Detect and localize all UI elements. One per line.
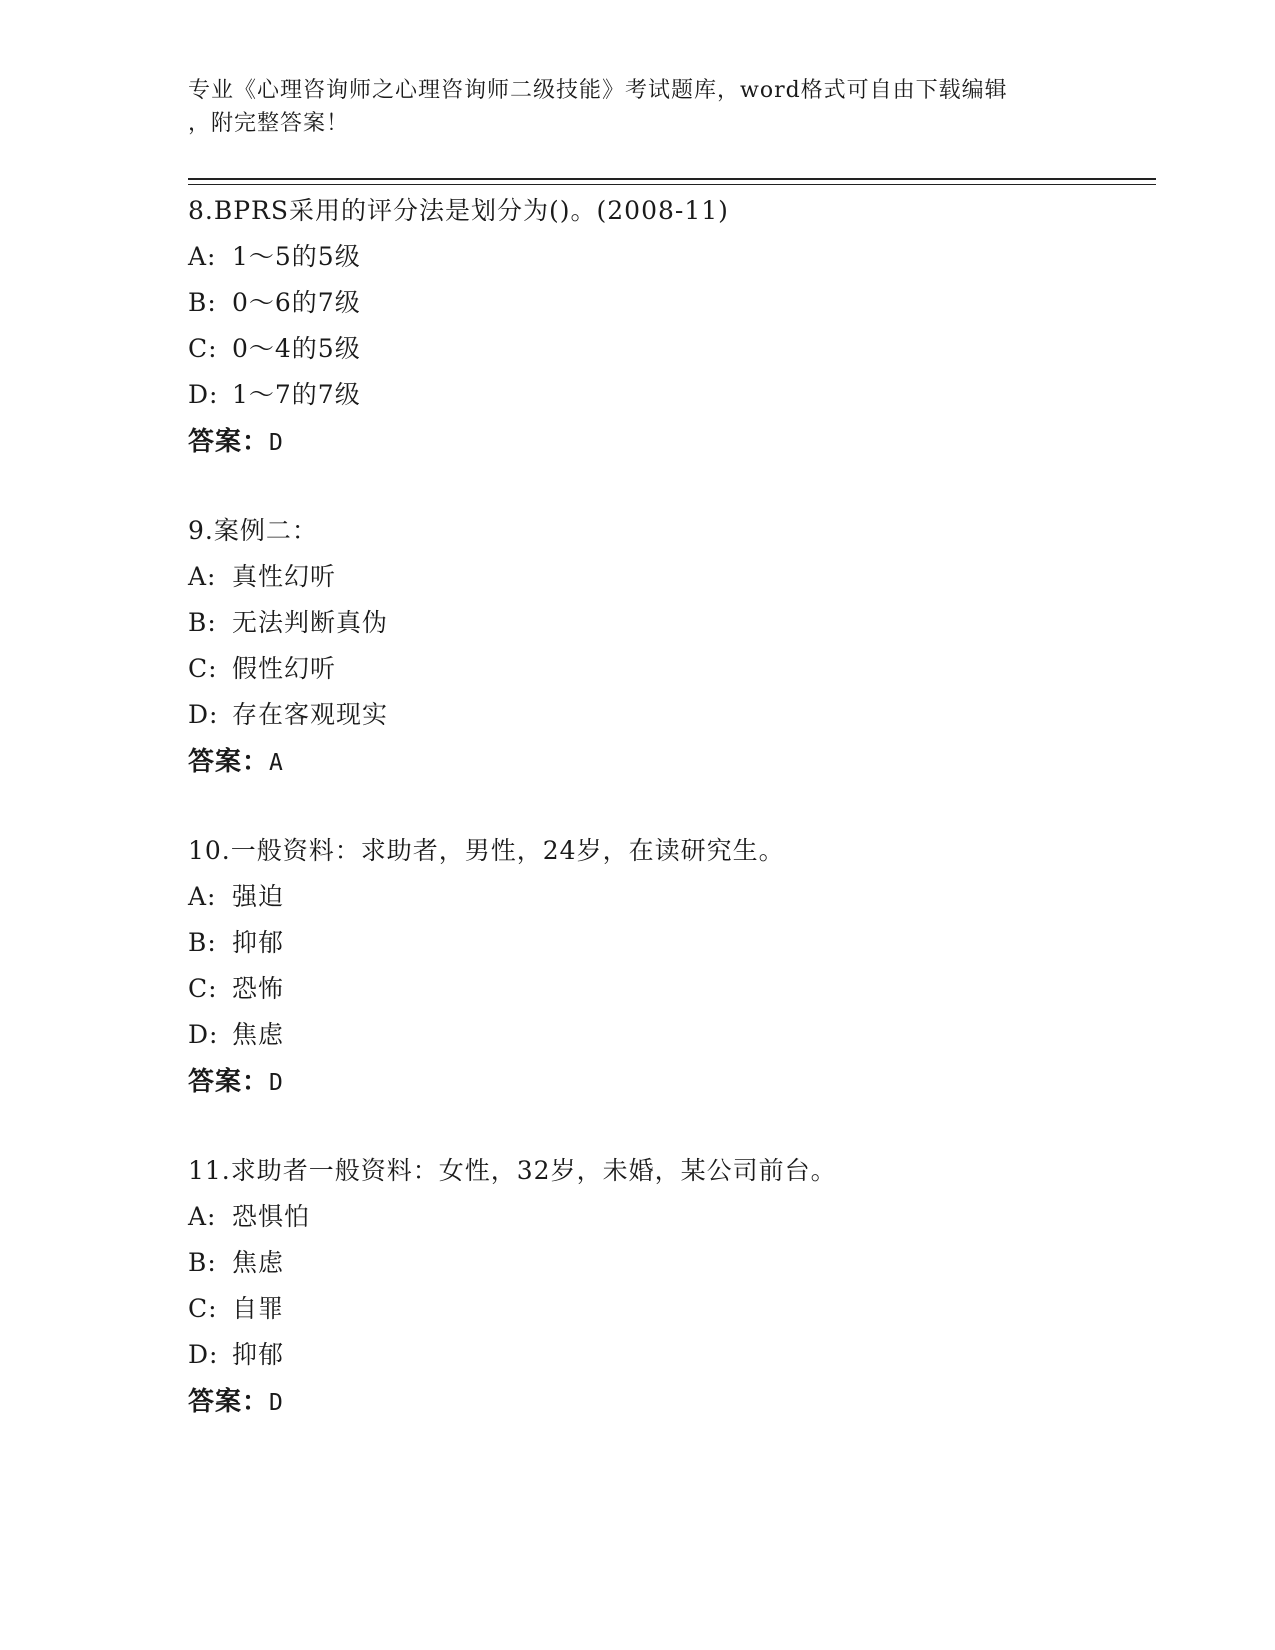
option-text: 存在客观现实 <box>232 700 389 729</box>
option-a <box>188 234 1156 280</box>
question-10 <box>188 828 1156 1148</box>
option-text: 自罪 <box>232 1294 285 1323</box>
answer-label: 答案： <box>188 746 270 776</box>
document-header <box>188 74 1068 140</box>
option-d <box>188 372 1156 418</box>
option-text: 假性幻听 <box>232 654 337 683</box>
question-8 <box>188 188 1156 508</box>
question-stem: 10.一般资料：求助者，男性，24岁，在读研究生。 <box>188 836 785 865</box>
question-stem: 9.案例二： <box>188 516 318 545</box>
answer-line <box>188 1058 1156 1104</box>
option-c <box>188 1286 1156 1332</box>
question-stem: 11.求助者一般资料：女性，32岁，未婚，某公司前台。 <box>188 1156 837 1185</box>
option-text: 抑郁 <box>232 1340 285 1369</box>
option-letter: C: <box>188 1294 218 1323</box>
option-letter: B: <box>188 1248 217 1277</box>
option-letter: A: <box>188 242 217 271</box>
option-a <box>188 1194 1156 1240</box>
answer-value: D <box>269 430 284 456</box>
option-text: 恐怖 <box>232 974 285 1003</box>
option-text: 无法判断真伪 <box>232 608 389 637</box>
option-letter: C: <box>188 654 218 683</box>
option-letter: C: <box>188 974 218 1003</box>
option-c <box>188 326 1156 372</box>
option-text: 0～4的5级 <box>232 334 361 363</box>
option-text: 恐惧怕 <box>232 1202 311 1231</box>
option-d <box>188 692 1156 738</box>
option-text: 焦虑 <box>232 1248 285 1277</box>
option-letter: A: <box>188 882 217 911</box>
option-letter: A: <box>188 1202 217 1231</box>
answer-label: 答案： <box>188 426 270 456</box>
option-text: 0～6的7级 <box>232 288 361 317</box>
answer-value: A <box>269 750 284 776</box>
option-c <box>188 966 1156 1012</box>
option-letter: D: <box>188 1020 219 1049</box>
option-b <box>188 280 1156 326</box>
option-letter: A: <box>188 562 217 591</box>
option-letter: D: <box>188 700 219 729</box>
header-divider-thin <box>188 184 1156 185</box>
option-text: 真性幻听 <box>232 562 337 591</box>
option-letter: B: <box>188 928 217 957</box>
option-text: 1～5的5级 <box>232 242 361 271</box>
option-text: 焦虑 <box>232 1020 285 1049</box>
answer-label: 答案： <box>188 1066 270 1096</box>
answer-label: 答案： <box>188 1386 270 1416</box>
question-list <box>188 188 1156 1468</box>
answer-line <box>188 418 1156 464</box>
answer-value: D <box>269 1070 284 1096</box>
header-divider-thick <box>188 178 1156 180</box>
option-b <box>188 600 1156 646</box>
answer-line <box>188 738 1156 784</box>
option-d <box>188 1332 1156 1378</box>
question-9 <box>188 508 1156 828</box>
option-letter: D: <box>188 380 219 409</box>
option-letter: D: <box>188 1340 219 1369</box>
option-text: 抑郁 <box>232 928 285 957</box>
option-b <box>188 920 1156 966</box>
header-title-line-2: ，附完整答案！ <box>188 111 350 136</box>
option-c <box>188 646 1156 692</box>
question-stem: 8.BPRS采用的评分法是划分为()。(2008-11) <box>188 196 729 225</box>
option-a <box>188 554 1156 600</box>
answer-value: D <box>269 1390 284 1416</box>
option-b <box>188 1240 1156 1286</box>
option-a <box>188 874 1156 920</box>
question-11 <box>188 1148 1156 1468</box>
option-letter: C: <box>188 334 218 363</box>
header-title-line-1: 专业《心理咨询师之心理咨询师二级技能》考试题库，word格式可自由下载编辑 <box>188 78 1008 103</box>
option-letter: B: <box>188 288 217 317</box>
option-text: 强迫 <box>232 882 285 911</box>
option-d <box>188 1012 1156 1058</box>
option-text: 1～7的7级 <box>232 380 361 409</box>
answer-line <box>188 1378 1156 1424</box>
option-letter: B: <box>188 608 217 637</box>
